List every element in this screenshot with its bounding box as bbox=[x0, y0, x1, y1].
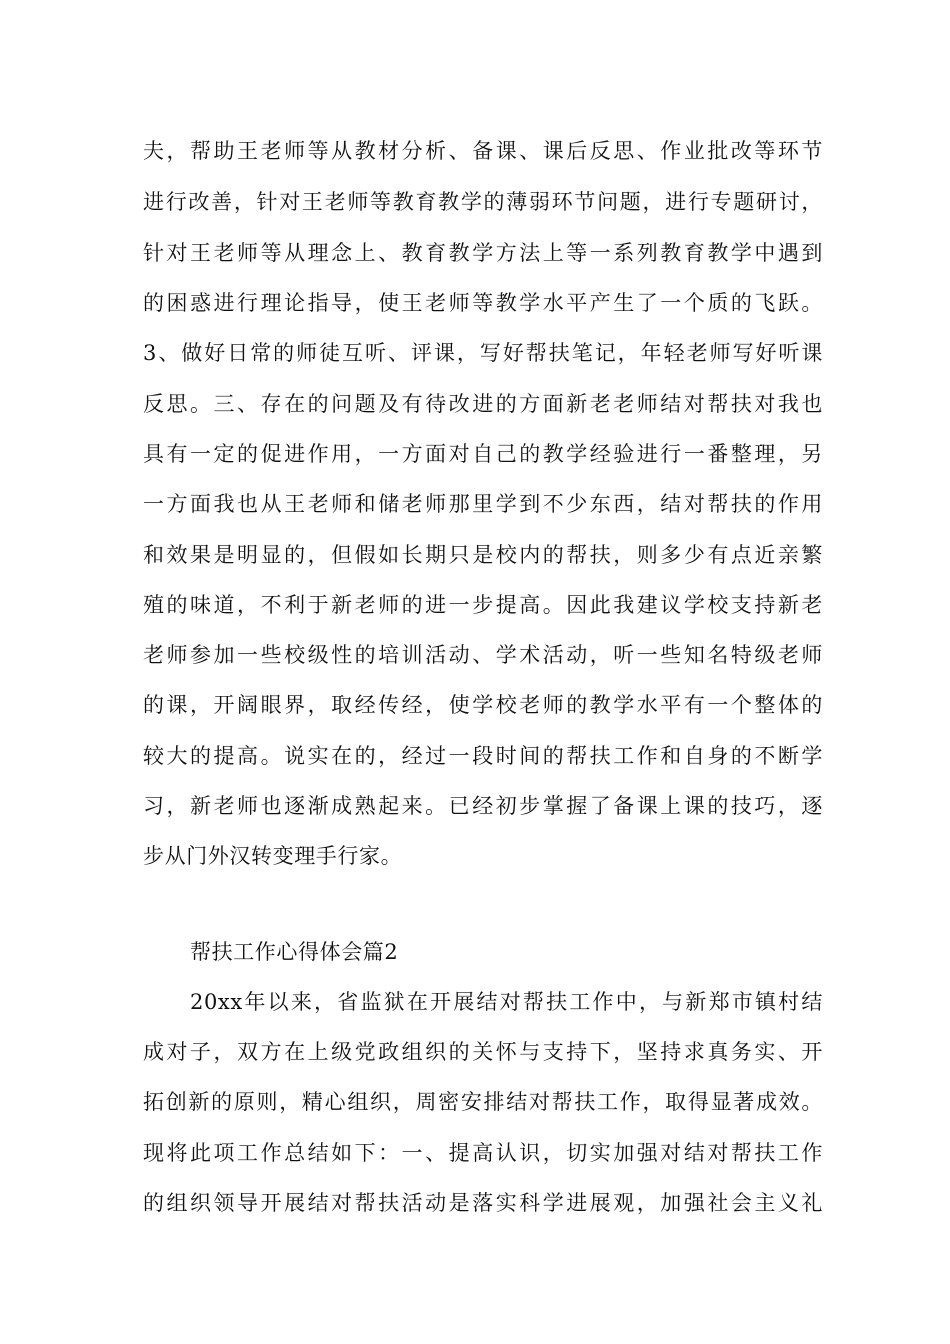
section2-first-line: 20xx年以来，省监狱在开展结对帮扶工作中，与新郑市镇村结 bbox=[190, 990, 823, 1014]
section2-line-2: 成对子，双方在上级党政组织的关怀与支持下，坚持求真务实、开 bbox=[143, 1040, 823, 1064]
body-line-8: 一方面我也从王老师和储老师那里学到不少东西，结对帮扶的作用 bbox=[143, 492, 823, 516]
section2-line-5: 的组织领导开展结对帮扶活动是落实科学进展观，加强社会主义礼 bbox=[143, 1191, 823, 1215]
section2-line-3: 拓创新的原则，精心组织，周密安排结对帮扶工作，取得显著成效。 bbox=[143, 1090, 823, 1114]
section2-line-4: 现将此项工作总结如下：一、提高认识，切实加强对结对帮扶工作 bbox=[143, 1141, 823, 1165]
body-line-15: 步从门外汉转变理手行家。 bbox=[143, 844, 403, 868]
body-line-3: 针对王老师等从理念上、教育教学方法上等一系列教育教学中遇到 bbox=[143, 241, 823, 265]
body-line-11: 老师参加一些校级性的培训活动、学术活动，听一些知名特级老师 bbox=[143, 643, 823, 667]
body-line-10: 殖的味道，不利于新老师的进一步提高。因此我建议学校支持新老 bbox=[143, 593, 823, 617]
body-line-7: 具有一定的促进作用，一方面对自己的教学经验进行一番整理，另 bbox=[143, 442, 823, 466]
body-line-9: 和效果是明显的，但假如长期只是校内的帮扶，则多少有点近亲繁 bbox=[143, 543, 823, 567]
body-line-14: 习，新老师也逐渐成熟起来。已经初步掌握了备课上课的技巧，逐 bbox=[143, 794, 823, 818]
body-line-5: 3、做好日常的师徒互听、评课，写好帮扶笔记，年轻老师写好听课 bbox=[143, 341, 823, 365]
body-line-6: 反思。三、存在的问题及有待改进的方面新老老师结对帮扶对我也 bbox=[143, 392, 823, 416]
body-line-13: 较大的提高。说实在的，经过一段时间的帮扶工作和自身的不断学 bbox=[143, 744, 823, 768]
section-heading: 帮扶工作心得体会篇2 bbox=[190, 940, 399, 964]
body-line-12: 的课，开阔眼界，取经传经，使学校老师的教学水平有一个整体的 bbox=[143, 693, 823, 717]
body-line-1: 夫，帮助王老师等从教材分析、备课、课后反思、作业批改等环节 bbox=[143, 139, 823, 163]
body-line-2: 进行改善，针对王老师等教育教学的薄弱环节问题，进行专题研讨， bbox=[143, 190, 823, 214]
body-line-4: 的困惑进行理论指导，使王老师等教学水平产生了一个质的飞跃。 bbox=[143, 291, 823, 315]
